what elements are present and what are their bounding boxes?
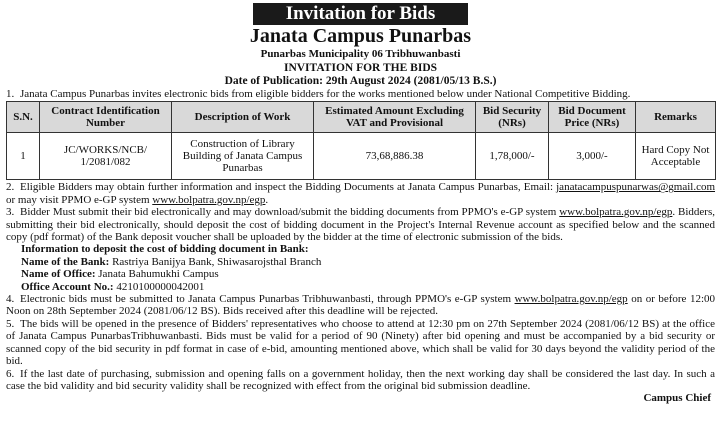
paragraph-text: Electronic bids must be submitted to Janata Campus Punarbas Tribhuwanbasti, through PPMO's e-GP system bbox=[20, 293, 515, 306]
egp-link[interactable]: www.bolpatra.gov.np/egp bbox=[514, 293, 628, 306]
paragraph-text: Eligible Bidders may obtain further information and inspect the Bidding Documents at Janata Campus Punarbas, Email: bbox=[20, 181, 554, 194]
paragraph-text: If the last date of purchasing, submission and opening falls on a government holiday, then the next working day shall be considered the last day. In such a case the bid validity and bid security validity shall be recognized with effect from the original bid submission deadline. bbox=[6, 367, 715, 392]
paragraph-text: or may visit PPMO e-GP system bbox=[6, 193, 153, 206]
paragraph-text: Janata Campus Punarbas invites electronic bids from eligible bidders for the works mentioned below under National Competitive Bidding. bbox=[20, 88, 631, 100]
bank-info-heading: Information to deposit the cost of bidding document in Bank: bbox=[21, 243, 309, 256]
cell-estimated-amount: 73,68,886.38 bbox=[314, 133, 476, 180]
paragraph-number: 1. bbox=[6, 88, 15, 100]
paragraph-text: on or before 12:00 Noon on 28th September 2024 (2081/06/12 BS). Bids received after this deadline will be rejected. bbox=[6, 293, 716, 318]
paragraph-4 bbox=[6, 293, 715, 318]
table-header-row bbox=[7, 102, 716, 133]
office-name-line bbox=[21, 268, 715, 280]
paragraph-6 bbox=[6, 368, 715, 393]
paragraph-text: Bidder Must submit their bid electronically and may download/submit the bidding documents from PPMO's e-GP system bbox=[20, 206, 560, 219]
bank-name-label: Name of the Bank: bbox=[21, 255, 110, 268]
header-document-price: Bid Document Price (NRs) bbox=[549, 102, 636, 133]
header-bid-security: Bid Security (NRs) bbox=[476, 102, 549, 133]
cell-description: Construction of Library Building of Janata Campus Punarbas bbox=[172, 133, 314, 180]
cell-contract-id: JC/WORKS/NCB/ 1/2081/082 bbox=[40, 133, 172, 180]
bank-name-line bbox=[21, 256, 715, 268]
table-row bbox=[7, 133, 716, 180]
header-sn: S.N. bbox=[7, 102, 40, 133]
organization-address: Punarbas Municipality 06 Tribhuwanbasti bbox=[260, 48, 461, 60]
paragraph-3 bbox=[6, 206, 715, 243]
egp-link[interactable]: www.bolpatra.gov.np/egp bbox=[559, 206, 673, 219]
account-number-line bbox=[21, 281, 715, 293]
header-estimated-amount: Estimated Amount Excluding VAT and Provisional bbox=[314, 102, 476, 133]
notice-title: INVITATION FOR THE BIDS bbox=[283, 62, 438, 74]
bank-info bbox=[6, 243, 715, 293]
email-link[interactable]: janatacampuspunarwas@gmail.com bbox=[556, 181, 716, 194]
signatory: Campus Chief bbox=[643, 392, 711, 405]
account-number-label: Office Account No.: bbox=[21, 280, 114, 293]
paragraph-2 bbox=[6, 181, 715, 206]
banner-title: Invitation for Bids bbox=[253, 3, 468, 25]
cell-bid-security: 1,78,000/- bbox=[476, 133, 549, 180]
paragraph-number: 3. bbox=[6, 206, 15, 219]
egp-link[interactable]: www.bolpatra.gov.np/egp bbox=[152, 193, 266, 206]
paragraph-5 bbox=[6, 318, 715, 368]
account-number-value: 4210100000042001 bbox=[113, 280, 205, 293]
notice-page bbox=[0, 3, 721, 441]
paragraph-text: . Bidders, submitting their bid electronically, should deposit the cost of bidding document in the Project's Internal Revenue account as specified below and the scanned copy (pdf format) of the Bank deposit voucher shall be uploaded by the bidder at the time of electronic submission of the bids. bbox=[6, 206, 715, 244]
bank-name-value: Rastriya Banijya Bank, Shiwasarojsthal Branch bbox=[109, 255, 322, 268]
organization-name: Janata Campus Punarbas bbox=[249, 25, 472, 47]
works-table bbox=[6, 101, 716, 180]
office-name-label: Name of Office: bbox=[21, 268, 96, 281]
cell-remarks: Hard Copy Not Acceptable bbox=[636, 133, 716, 180]
paragraph-text: . bbox=[265, 193, 269, 206]
publication-date: Date of Publication: 29th August 2024 (2081/05/13 B.S.) bbox=[224, 75, 497, 87]
header-contract-id: Contract Identification Number bbox=[40, 102, 172, 133]
office-name-value: Janata Bahumukhi Campus bbox=[95, 268, 219, 281]
paragraph-number: 6. bbox=[6, 367, 15, 380]
header-description: Description of Work bbox=[172, 102, 314, 133]
header-remarks: Remarks bbox=[636, 102, 716, 133]
cell-sn: 1 bbox=[7, 133, 40, 180]
cell-document-price: 3,000/- bbox=[549, 133, 636, 180]
paragraph-number: 5. bbox=[6, 317, 15, 330]
paragraph-text: The bids will be opened in the presence of Bidders' representatives who choose to attend at 12:30 pm on 27th September 2024 (2081/06/12 BS) at the office of Janata Campus PunarbasTribhuwanbasti. Bids must be valid for a period of 90 (Ninety) after bid opening and must be accompanied by a bid security or scanned copy of the bid security in pdf format in case of e-bid, amounting mentioned above, which shall be valid for 30 days beyond the validity period of the bid. bbox=[6, 317, 715, 368]
paragraph-number: 4. bbox=[6, 293, 15, 306]
paragraph-number: 2. bbox=[6, 181, 15, 194]
paragraph-1 bbox=[6, 88, 715, 100]
